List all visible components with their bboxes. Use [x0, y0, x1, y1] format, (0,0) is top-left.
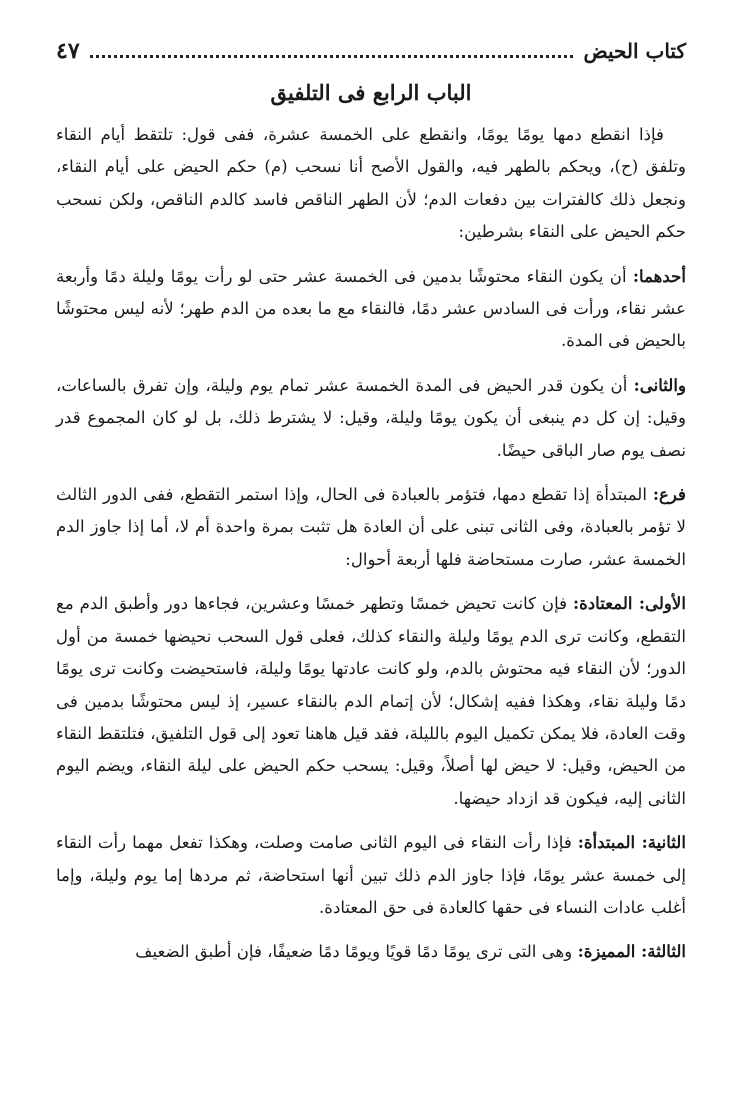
paragraph-intro — [56, 119, 686, 249]
paragraph-text: أن يكون النقاء محتوشًا بدمين فى الخمسة عشر حتى لو رأت يومًا وليلة دمًا وأربعة عشر نقاء، ورأت فى السادس عشر دمًا، فالنقاء مع ما بعده من الدم طهر؛ لأنه ليس محتوشًا بالحيض فى المدة. — [56, 266, 686, 351]
paragraph-branch — [56, 478, 686, 576]
paragraph-first-condition — [56, 260, 686, 358]
paragraph-first-state — [56, 587, 686, 815]
paragraph-text: المبتدأة إذا تقطع دمها، فتؤمر بالعبادة فى الحال، وإذا استمر التقطع، ففى الدور الثالث لا تؤمر بالعبادة، وفى الثانى تبنى على أن العادة هل تثبت بمرة واحدة أم لا، أما إذا جاوز الدم الخمسة عشر، صارت مستحاضة فلها أربعة أحوال: — [56, 485, 686, 569]
paragraph-lead: والثانى: — [633, 374, 686, 395]
paragraph-second-condition — [56, 369, 686, 467]
paragraph-lead: الأولى: المعتادة: — [572, 593, 686, 614]
paragraph-text: فإذا رأت النقاء فى اليوم الثانى صامت وصلت، وهكذا تفعل مهما رأت النقاء إلى خمسة عشر يومًا، فإذا جاوز الدم ذلك تبين أنها استحاضة، ثم مردها إما يوم وليلة، وإما أغلب عادات النساء فى حقها كالعادة فى حق المعتادة. — [56, 833, 686, 917]
paragraph-lead: الثانية: المبتدأة: — [577, 832, 686, 853]
paragraph-text: فإن كانت تحيض خمسًا وتطهر خمسًا وعشرين، فجاءها دور وأطبق الدم مع التقطع، وكانت ترى الدم يومًا وليلة والنقاء كذلك، فعلى قول السحب نحيضها خمسة من أول الدور؛ لأن النقاء فيه محتوش بالدم، ولو كانت عادتها يومًا وليلة، فاستحيضت وكانت ترى يومًا دمًا وليلة نقاء، وهكذا ففيه إشكال؛ لأن إتمام الدم بالنقاء عسير، إذ ليس محتوشًا بدمين فى وقت العادة، فلا يمكن تكميل اليوم بالليلة، فقد قيل هاهنا تعود إلى قول التلفيق، فتلتقط النقاء من الحيض، وقيل: لا حيض لها أصلاً، وقيل: يسحب حكم الحيض على ليلة النقاء، ويضم اليوم الثانى إليه، فيكون قد ازداد حيضها. — [56, 594, 686, 808]
paragraph-third-state — [56, 935, 686, 968]
paragraph-text: فإذا انقطع دمها يومًا يومًا، وانقطع على الخمسة عشرة، ففى قول: تلتقط أيام النقاء وتلفق (ح)، ويحكم بالطهر فيه، والقول الأصح أنا نسحب (م) حكم الحيض على أيام النقاء، ونجعل ذلك كالفترات بين دفعات الدم؛ لأن الطهر الناقص فاسد كالدم الناقص، ولكن نسحب حكم الحيض على النقاء بشرطين: — [56, 125, 686, 242]
paragraph-text: وهى التى ترى يومًا دمًا قويًا ويومًا دمًا ضعيفًا، فإن أطبق الضعيف — [135, 942, 578, 962]
paragraph-text: أن يكون قدر الحيض فى المدة الخمسة عشر تمام يوم وليلة، وإن تفرق بالساعات، وقيل: إن كل دم ينبغى أن يكون يومًا وليلة، وقيل: لا يشترط ذلك، بل لو كان المجموع قدر نصف يوم صار الباقى حيضًا. — [56, 375, 686, 460]
running-head-title: كتاب الحيض — [583, 39, 686, 63]
paragraph-lead: فرع: — [652, 484, 686, 505]
paragraph-lead: الثالثة: المميزة: — [577, 941, 686, 962]
paragraph-lead: أحدهما: — [632, 265, 686, 286]
page-number: ٤٧ — [56, 38, 80, 64]
chapter-title: الباب الرابع فى التلفيق — [270, 80, 472, 105]
dotted-leader — [90, 55, 574, 58]
paragraph-second-state — [56, 826, 686, 924]
running-header — [56, 38, 686, 68]
